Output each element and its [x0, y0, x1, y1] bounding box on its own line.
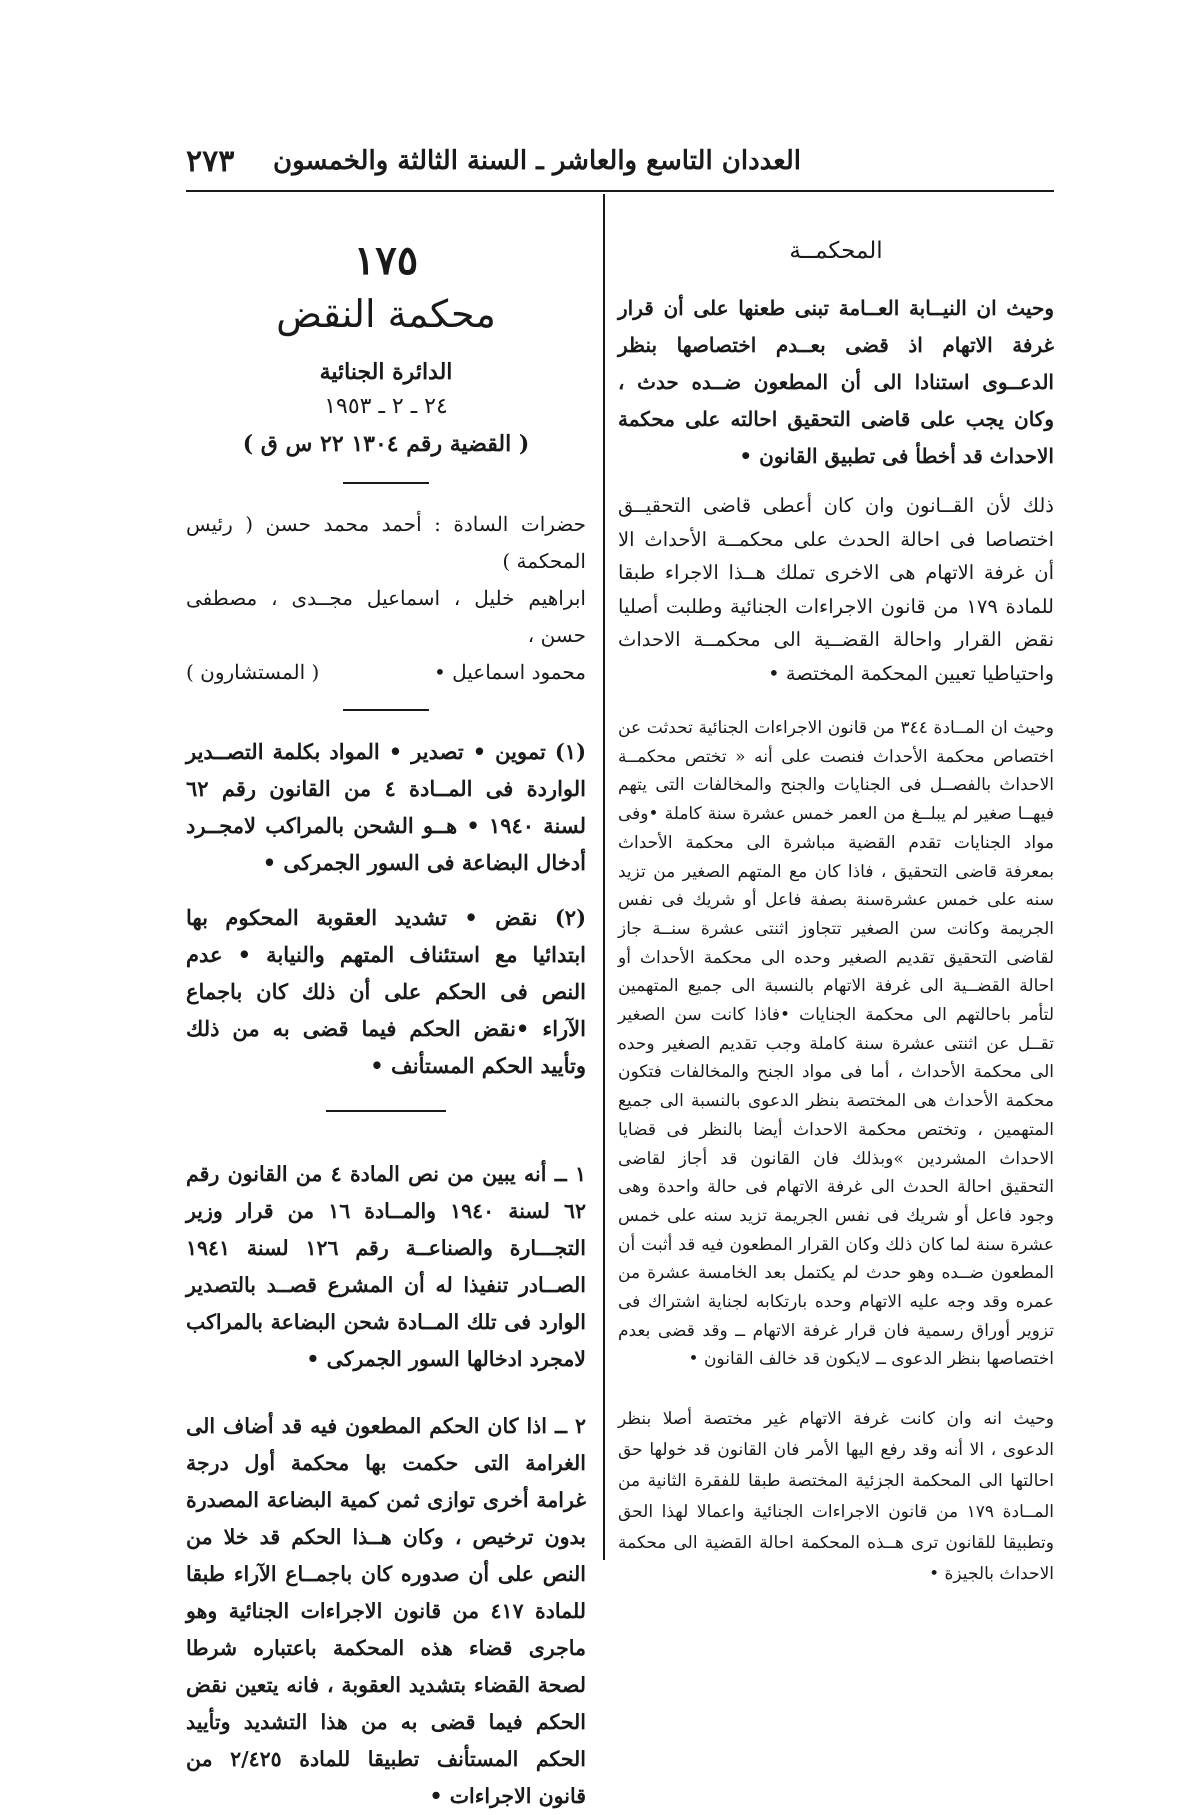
judges-role: ( المستشارون ) — [186, 660, 320, 684]
judge-name: محمود اسماعيل • — [433, 660, 586, 684]
paragraph: وحيث ان النيــابة العــامة تبنى طعنها على أن قرار غرفة الاتهام اذ قضى بعــدم اختصاصها بنظر الدعــوى استنادا الى أن المطعون ضــده حدث ، وكان يجب على قاضى التحقيق احالته على محكمة الاحداث قد أخطأ فى تطبيق القانون • — [618, 296, 1054, 468]
judges-line: ابراهيم خليل ، اسماعيل مجــدى ، مصطفى حسن ، — [186, 586, 586, 647]
paragraph: ذلك لأن القــانون وان كان أعطى قاضى التحقيــق اختصاصا فى احالة الحدث على محكمــة الأحداث الا أن غرفة الاتهام هى الاخرى تملك هــذا الاجراء طبقا للمادة ١٧٩ من قانون الاجراءات الجنائية وطلبت أصليا نقض القرار واحالة القضــية الى محكمــة الاحداث واحتياطيا تعيين المحكمة المختصة • — [618, 494, 1055, 685]
left-column — [186, 238, 586, 1815]
decision-date: ٢٤ ـ ٢ ـ ١٩٥٣ — [324, 394, 448, 419]
court-name: محكمة النقض — [276, 292, 496, 336]
section-heading: المحكمــة — [789, 238, 883, 264]
headnote-summary: (١) تموين • تصدير • المواد بكلمة التصــدير الواردة فى المــادة ٤ من القانون رقم ٦٢ لسنة ١٩٤٠ • هــو الشحن بالمراكب لامجــرد أدخال البضاعة فى السور الجمركى • — [186, 739, 586, 875]
legal-principle: ٢ ــ اذا كان الحكم المطعون فيه قد أضاف الى الغرامة التى حكمت بها محكمة أول درجة غرامة أخرى توازى ثمن كمية البضاعة المصدرة بدون ترخيص ، وكان هــذا الحكم قد خلا من النص على أن صدوره كان باجمــاع الآراء طبقا للمادة ٤١٧ من قانون الاجراءات الجنائية وهو ماجرى قضاء هذه المحكمة باعتباره شرطا لصحة القضاء بتشديد العقوبة ، فانه يتعين نقض الحكم فيما قضى به من هذا التشديد وتأييد الحكم المستأنف تطبيقا للمادة ٢/٤٢٥ من قانون الاجراءات • — [186, 1414, 587, 1808]
judges-line — [186, 654, 586, 691]
case-reference: ( القضية رقم ١٣٠٤ ٢٢ س ق ) — [242, 431, 530, 457]
divider — [343, 709, 429, 711]
page-number: ٢٧٣ — [186, 144, 235, 179]
circuit-name: الدائرة الجنائية — [319, 359, 453, 385]
legal-principle: ١ ــ أنه يبين من نص المادة ٤ من القانون رقم ٦٢ لسنة ١٩٤٠ والمــادة ١٦ من قرار وزير التجـــارة والصناعــة رقم ١٢٦ لسنة ١٩٤١ الصــادر تنفيذا له أن المشرع قصــد بالتصدير الوارد فى تلك المــادة شحن البضاعة بالمراكب لامجرد ادخالها السور الجمركى • — [186, 1162, 586, 1371]
paragraph: وحيث ان المــادة ٣٤٤ من قانون الاجراءات الجنائية تحدثت عن اختصاص محكمة الأحداث فنصت على أنه « تختص محكمــة الاحداث بالفصــل فى الجنايات والجنح والمخالفات التى يتهم فيهــا صغير لم يبلــغ من العمر خمس عشرة سنة كاملة •وفى مواد الجنايات تقدم القضية مباشرة الى محكمة الأحداث بمعرفة قاضى التحقيق ، فاذا كان مع المتهم الصغير من تزيد سنه على خمس عشرةسنة بصفة فاعل أو شريك فى نفس الجريمة وكانت سن الصغير تتجاوز اثنتى عشرة سنــة جاز لقاضى التحقيق تقديم الصغير وحده الى محكمة الأحداث أو احالة القضــية الى غرفة الاتهام بالنسبة الى جميع المتهمين لتأمر باحالتهم الى محكمة الجنايات •فاذا كانت سن الصغير تقــل عن اثنتى عشرة سنة كاملة وجب تقديم الصغير وحده الى محكمة الأحداث ، أما فى مواد الجنح والمخالفات فتكون محكمة الأحداث هى المختصة بنظر الدعوى بالنسبة الى جميع المتهمين ، وتختص محكمة الاحداث أيضا بالنظر فى قضايا الاحداث المشردين »وبذلك فان القانون قد أجاز لقاضى التحقيق احالة الحدث الى غرفة الاتهام فى حالة واحدة وهى وجود فاعل أو شريك فى نفس الجريمة تزيد سنه على خمس عشرة سنة لما كان ذلك وكان القرار المطعون فيه قد أثبت أن المطعون ضــده وهو حدث لم يكتمل بعد الخامسة عشرة من عمره وقد وجه عليه الاتهام وحده بارتكابه لجناية اشتراك فى تزوير أوراق رسمية فان قرار غرفة الاتهام ــ وقد قضى بعدم اختصاصها بنظر الدعوى ــ لايكون قد خالف القانون • — [618, 718, 1055, 1370]
divider — [326, 1110, 446, 1112]
column-divider — [603, 194, 605, 1560]
paragraph: وحيث انه وان كانت غرفة الاتهام غير مختصة أصلا بنظر الدعوى ، الا أنه وقد رفع اليها الأمر فان القانون قد خولها حق احالتها الى المحكمة الجزئية المختصة طبقا للفقرة الثانية من المــادة ١٧٩ من قانون الاجراءات الجنائية واعمالا لهذا الحق وتطبيقا للقانون ترى هــذه المحكمة احالة القضية الى محكمة الاحداث بالجيزة • — [618, 1409, 1054, 1585]
right-column — [618, 238, 1054, 1590]
judges-line: حضرات السادة : أحمد محمد حسن ( رئيس المحكمة ) — [186, 512, 586, 573]
headnote-summary: (٢) نقض • تشديد العقوبة المحكوم بها ابتدائيا مع استئناف المتهم والنيابة • عدم النص فى الحكم على أن ذلك كان باجماع الآراء •نقض الحكم فيما قضى به من ذلك وتأييد الحكم المستأنف • — [186, 905, 586, 1078]
divider — [343, 482, 429, 484]
running-header: العددان التاسع والعاشر ـ السنة الثالثة والخمسون — [273, 146, 801, 176]
header-divider — [186, 190, 1054, 192]
judges-list — [186, 506, 586, 691]
case-number: ١٧٥ — [353, 237, 419, 284]
